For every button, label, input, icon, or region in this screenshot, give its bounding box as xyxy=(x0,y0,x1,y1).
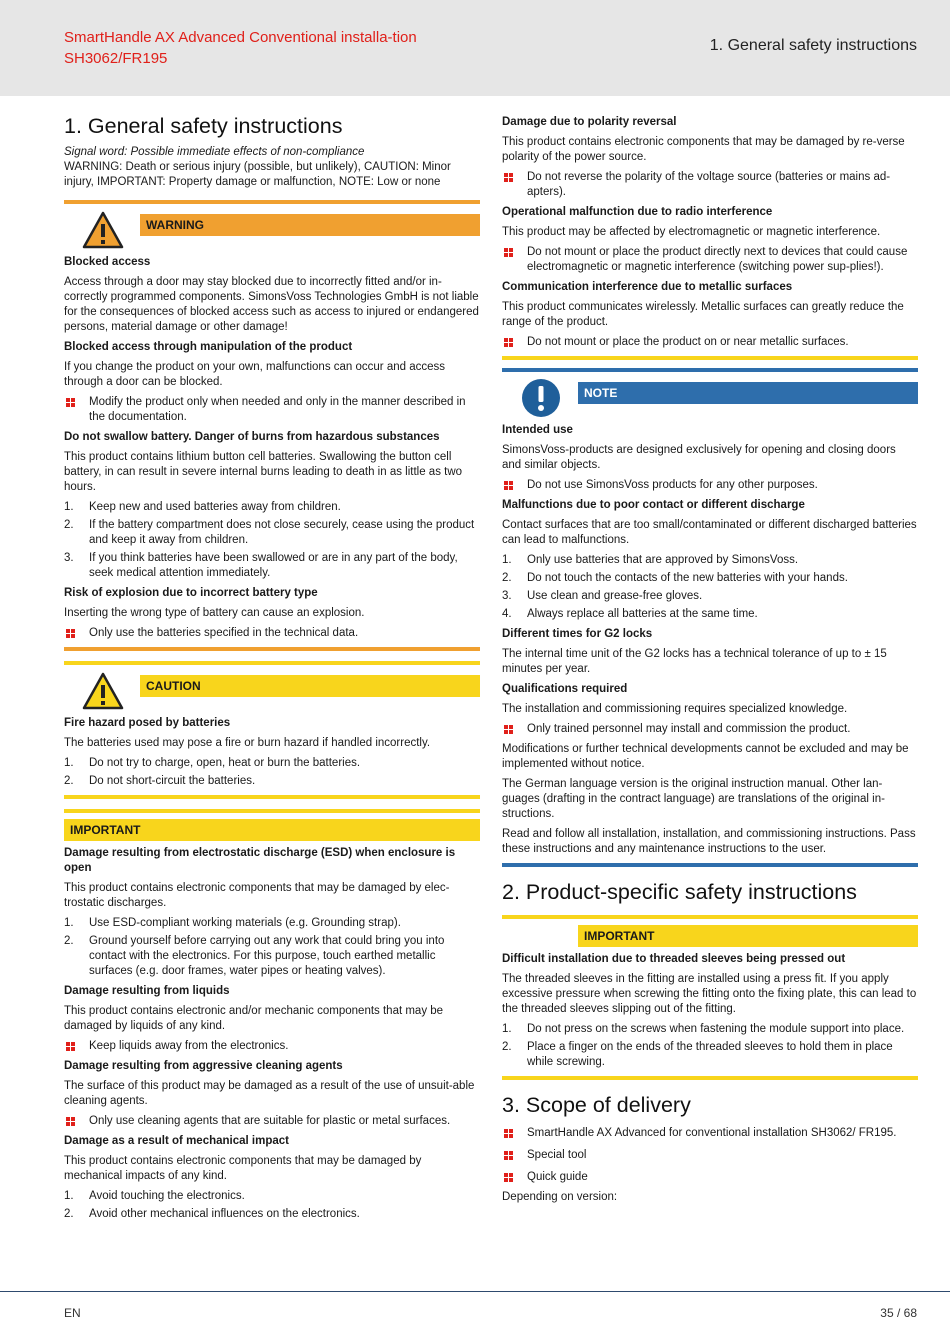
note-exclamation-icon xyxy=(520,378,562,418)
caution-box-top-rule xyxy=(64,661,480,665)
warning-header xyxy=(64,210,480,250)
important-box-top-rule xyxy=(64,809,480,813)
bullet-icon xyxy=(66,1042,75,1051)
blocked-access-heading: Blocked access xyxy=(64,256,151,268)
warning-box-bottom-rule xyxy=(64,647,480,651)
mechanical-text: This product contains electronic components that may be damaged by mechanical impacts of any kind. xyxy=(64,1155,422,1182)
list-item: Do not mount or place the product directly next to devices that could cause electromagnetic or magnetic interference (switching power sup-plies!). xyxy=(502,245,918,275)
bullet-icon xyxy=(66,398,75,407)
liquids-heading: Damage resulting from liquids xyxy=(64,985,230,997)
list-item: 2. If the battery compartment does not close securely, cease using the product and keep it away from children. xyxy=(64,519,475,546)
signal-word-text: WARNING: Death or serious injury (possible, but unlikely), CAUTION: Minor injury, IMPORTANT: Property damage or malfunction, NOTE: Low or none xyxy=(64,161,451,188)
signal-word: Signal word: Possible immediate effects of non-compliance xyxy=(64,146,365,158)
warning-label: WARNING xyxy=(140,214,480,236)
fire-hazard-text: The batteries used may pose a fire or burn hazard if handled incorrectly. xyxy=(64,737,431,749)
list-item: Special tool xyxy=(502,1148,918,1163)
esd-text: This product contains electronic components that may be damaged by elec-trostatic discharges. xyxy=(64,882,450,909)
language-text: The German language version is the original instruction manual. Other lan-guages (drafting in the contract language) are translations of the original in-structions. xyxy=(502,778,885,820)
heading-general-safety: 1. General safety instructions xyxy=(64,114,343,138)
warning-box-top-rule xyxy=(64,200,480,204)
list-item: Only trained personnel may install and commission the product. xyxy=(502,722,918,737)
section-title: 1. General safety instructions xyxy=(709,37,917,54)
important-label: IMPORTANT xyxy=(64,819,480,841)
modifications-text: Modifications or further technical developments cannot be excluded and may be implemented without notice. xyxy=(502,743,909,770)
list-item: Only use cleaning agents that are suitable for plastic or metal surfaces. xyxy=(64,1114,480,1129)
sleeve-heading: Difficult installation due to threaded sleeves being pressed out xyxy=(502,953,846,965)
page-header xyxy=(0,0,950,96)
bullet-icon xyxy=(504,173,513,182)
left-column xyxy=(64,113,480,1227)
warning-triangle-icon xyxy=(82,210,124,250)
footer-rule xyxy=(0,1291,950,1292)
manipulation-heading: Blocked access through manipulation of the product xyxy=(64,341,353,353)
bullet-icon xyxy=(66,1117,75,1126)
note-box-top-rule xyxy=(502,368,918,372)
list-item: Modify the product only when needed and only in the manner described in the documentation. xyxy=(64,395,480,425)
heading-product-specific: 2. Product-specific safety instructions xyxy=(502,880,857,904)
note-header xyxy=(502,378,918,418)
swallow-heading: Do not swallow battery. Danger of burns from hazardous substances xyxy=(64,431,440,443)
important2-box-bottom-rule xyxy=(502,1076,918,1080)
list-item: 1. Do not press on the screws when fastening the module support into place. xyxy=(502,1023,905,1035)
list-item: 3. If you think batteries have been swallowed or are in any part of the body, seek medical attention immediately. xyxy=(64,552,458,579)
list-item: 1. Keep new and used batteries away from children. xyxy=(64,501,341,513)
list-item: 3. Use clean and grease-free gloves. xyxy=(502,590,703,602)
list-item: Keep liquids away from the electronics. xyxy=(64,1039,480,1054)
explosion-heading: Risk of explosion due to incorrect battery type xyxy=(64,587,318,599)
blocked-access-text: Access through a door may stay blocked due to incorrectly fitted and/or in-correctly programmed components. SimonsVoss Technologies GmbH is not liable for the consequences of blocked access such as access to injured or endangered persons, material damage or other damage! xyxy=(64,276,479,333)
heading-scope-of-delivery: 3. Scope of delivery xyxy=(502,1093,691,1117)
list-item: 1. Only use batteries that are approved by SimonsVoss. xyxy=(502,554,799,566)
important2-label: IMPORTANT xyxy=(578,925,918,947)
document-title: SmartHandle AX Advanced Conventional installa-tion SH3062/FR195 xyxy=(64,29,417,67)
cleaning-text: The surface of this product may be damaged as a result of the use of unsuit-able cleaning agents. xyxy=(64,1080,475,1107)
contact-text: Contact surfaces that are too small/contaminated or different discharged batteries can lead to malfunctions. xyxy=(502,519,917,546)
fire-hazard-heading: Fire hazard posed by batteries xyxy=(64,717,231,729)
bullet-icon xyxy=(504,725,513,734)
list-item: Do not reverse the polarity of the voltage source (batteries or mains ad-apters). xyxy=(502,170,918,200)
explosion-text: Inserting the wrong type of battery can cause an explosion. xyxy=(64,607,365,619)
list-item: 1. Use ESD-compliant working materials (e.g. Grounding strap). xyxy=(64,917,401,929)
list-item: Do not use SimonsVoss products for any other purposes. xyxy=(502,478,918,493)
footer-page-number: 35 / 68 xyxy=(880,1306,917,1320)
swallow-text: This product contains lithium button cell batteries. Swallowing the button cell battery, in can result in severe internal burns leading to death in as little as two hours. xyxy=(64,451,463,493)
polarity-text: This product contains electronic components that may be damaged by re-verse polarity of the power source. xyxy=(502,136,905,163)
scope-after-text: Depending on version: xyxy=(502,1191,618,1203)
list-item: 1. Do not try to charge, open, heat or burn the batteries. xyxy=(64,757,361,769)
caution-box-bottom-rule xyxy=(64,795,480,799)
bullet-icon xyxy=(66,629,75,638)
list-item: 2. Do not touch the contacts of the new batteries with your hands. xyxy=(502,572,848,584)
contact-heading: Malfunctions due to poor contact or different discharge xyxy=(502,499,805,511)
caution-header xyxy=(64,671,480,711)
metal-text: This product communicates wirelessly. Metallic surfaces can greatly reduce the range of the product. xyxy=(502,301,904,328)
right-column xyxy=(502,113,918,1210)
footer-language: EN xyxy=(64,1306,81,1320)
bullet-icon xyxy=(504,1129,513,1138)
caution-label: CAUTION xyxy=(140,675,480,697)
polarity-heading: Damage due to polarity reversal xyxy=(502,116,677,128)
liquids-text: This product contains electronic and/or mechanic components that may be damaged by liquids of any kind. xyxy=(64,1005,444,1032)
caution-triangle-icon xyxy=(82,671,124,711)
important-box-bottom-rule xyxy=(502,356,918,360)
intended-use-heading: Intended use xyxy=(502,424,573,436)
cleaning-heading: Damage resulting from aggressive cleaning agents xyxy=(64,1060,343,1072)
esd-heading: Damage resulting from electrostatic discharge (ESD) when enclosure is open xyxy=(64,847,456,874)
list-item: 2. Do not short-circuit the batteries. xyxy=(64,775,256,787)
list-item: 4. Always replace all batteries at the same time. xyxy=(502,608,758,620)
list-item: SmartHandle AX Advanced for conventional installation SH3062/ FR195. xyxy=(502,1126,918,1141)
qualifications-text: The installation and commissioning requires specialized knowledge. xyxy=(502,703,848,715)
mechanical-heading: Damage as a result of mechanical impact xyxy=(64,1135,289,1147)
intended-use-text: SimonsVoss-products are designed exclusively for opening and closing doors and similar objects. xyxy=(502,444,896,471)
important2-box-top-rule xyxy=(502,915,918,919)
sleeve-text: The threaded sleeves in the fitting are installed using a press fit. If you apply excessive pressure when screwing the fitting onto the fixing plate, this can lead to the threaded sleeves slipping out of the fitting. xyxy=(502,973,917,1015)
qualifications-heading: Qualifications required xyxy=(502,683,628,695)
bullet-icon xyxy=(504,1151,513,1160)
note-label: NOTE xyxy=(578,382,918,404)
metal-heading: Communication interference due to metallic surfaces xyxy=(502,281,793,293)
list-item: Quick guide xyxy=(502,1170,918,1185)
list-item: 2. Ground yourself before carrying out any work that could bring you into contact with the electronics. For this purpose, touch earthed metallic surfaces (e.g. door frames, water pipes or heating valves). xyxy=(64,935,445,977)
note-box-bottom-rule xyxy=(502,863,918,867)
radio-heading: Operational malfunction due to radio interference xyxy=(502,206,773,218)
manipulation-text: If you change the product on your own, malfunctions can occur and access through a door can be blocked. xyxy=(64,361,445,388)
bullet-icon xyxy=(504,1173,513,1182)
read-follow-text: Read and follow all installation, installation, and commissioning instructions. Pass these instructions and any maintenance instructions to the user. xyxy=(502,828,916,855)
radio-text: This product may be affected by electromagnetic or magnetic interference. xyxy=(502,226,881,238)
list-item: 2. Avoid other mechanical influences on the electronics. xyxy=(64,1208,360,1220)
bullet-icon xyxy=(504,481,513,490)
bullet-icon xyxy=(504,338,513,347)
bullet-icon xyxy=(504,248,513,257)
list-item: 1. Avoid touching the electronics. xyxy=(64,1190,245,1202)
list-item: 2. Place a finger on the ends of the threaded sleeves to hold them in place while screwing. xyxy=(502,1041,893,1068)
list-item: Do not mount or place the product on or near metallic surfaces. xyxy=(502,335,918,350)
list-item: Only use the batteries specified in the technical data. xyxy=(64,626,480,641)
g2-heading: Different times for G2 locks xyxy=(502,628,653,640)
g2-text: The internal time unit of the G2 locks has a technical tolerance of up to ± 15 minutes per year. xyxy=(502,648,887,675)
